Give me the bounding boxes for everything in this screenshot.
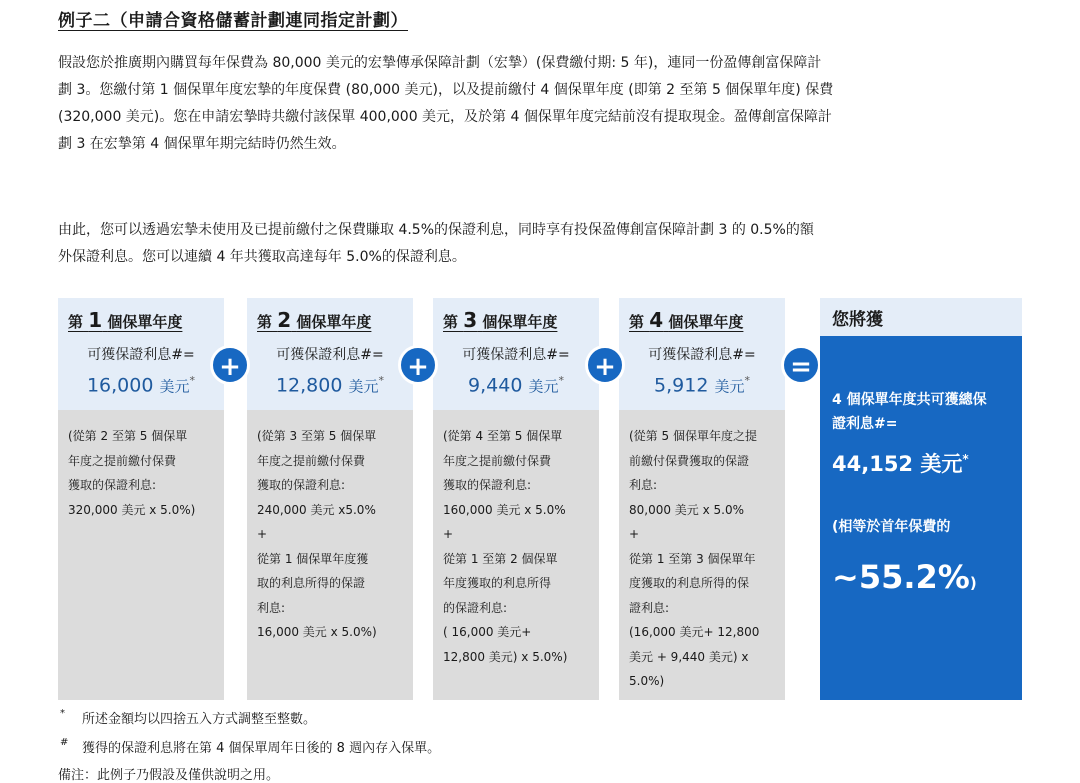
result-body <box>820 336 1022 700</box>
footnote-rounding: * 所述金額均以四捨五入方式調整至整數。 <box>60 708 317 727</box>
total-interest-amount: 44,152 美元* <box>832 452 969 476</box>
intro-paragraph <box>58 50 1033 158</box>
explanation-line: 從第 1 個保單年度獲 <box>257 551 369 566</box>
explanation-line: 證利息: <box>629 600 670 615</box>
explanation-line: 從第 1 至第 3 個保單年 <box>629 551 756 566</box>
plus-icon: + <box>398 345 438 385</box>
policy-year-column-3 <box>433 298 599 700</box>
interest-amount: 9,440 美元* <box>468 374 564 397</box>
interest-amount: 16,000 美元* <box>86 374 196 397</box>
result-header <box>820 298 1022 336</box>
column-explanation <box>247 410 413 700</box>
explanation-line: 年度獲取的利息所得 <box>443 576 552 590</box>
policy-year-column-1 <box>58 298 224 700</box>
column-header <box>247 298 413 410</box>
interest-label: 可獲保證利息#= <box>648 347 756 363</box>
column-header <box>619 298 785 410</box>
explanation-line: 240,000 美元 x5.0% <box>257 502 376 517</box>
policy-year-column-2 <box>247 298 413 700</box>
explanation-line: + <box>443 527 454 541</box>
equivalent-label: (相等於首年保費的 <box>832 519 951 535</box>
explanation-line: + <box>257 527 268 541</box>
explanation-line: + <box>629 527 640 541</box>
interest-label: 可獲保證利息#= <box>87 347 195 363</box>
explanation-line: 利息: <box>257 600 286 615</box>
column-header <box>433 298 599 410</box>
explanation-line: 度獲取的利息所得的保 <box>629 576 750 590</box>
explanation-line: 獲取的保證利息: <box>443 478 532 492</box>
column-title: 第 3 個保單年度 <box>443 308 558 332</box>
column-title: 第 2 個保單年度 <box>257 308 372 332</box>
explanation-line: 從第 1 至第 2 個保單 <box>443 551 558 566</box>
explanation-line: 16,000 美元 x 5.0%) <box>257 625 377 639</box>
interest-label: 可獲保證利息#= <box>462 347 570 363</box>
explanation-line: 獲取的保證利息: <box>68 478 157 492</box>
explanation-line: 利息: <box>629 478 658 492</box>
explanation-line: (從第 4 至第 5 個保單 <box>443 429 563 443</box>
interest-label: 可獲保證利息#= <box>276 347 384 363</box>
explanation-line: 獲取的保證利息: <box>257 478 346 492</box>
paragraph-line: 由此，您可以透過宏摯未使用及已提前繳付之保費賺取 4.5%的保證利息，同時享有投保盈傳創富保障計劃 3 的 0.5%的額 <box>58 222 814 238</box>
paragraph-line: 外保證利息。您可以連續 4 年共獲取高達每年 5.0%的保證利息。 <box>58 249 466 265</box>
explanation-line: 12,800 美元) x 5.0%) <box>443 649 568 664</box>
explanation-line: 前繳付保費獲取的保證 <box>629 453 750 468</box>
percentage-value: ~55.2%) <box>832 558 977 596</box>
page-title: 例子二（申請合資格儲蓄計劃連同指定計劃） <box>58 11 408 31</box>
explanation-line: 年度之提前繳付保費 <box>443 453 552 468</box>
explanation-line: 美元 + 9,440 美元) x <box>629 649 749 664</box>
interest-amount: 5,912 美元* <box>654 374 750 397</box>
paragraph-line: 假設您於推廣期內購買每年保費為 80,000 美元的宏摯傳承保障計劃（宏摯）(保費繳付期: 5 年)，連同一份盈傳創富保障計 <box>58 55 822 71</box>
interest-amount: 12,800 美元* <box>275 374 385 397</box>
explanation-line: 320,000 美元 x 5.0%) <box>68 502 196 517</box>
plus-icon: + <box>585 345 625 385</box>
explanation-line: 的保證利息: <box>443 600 508 615</box>
footnote-interest: # 獲得的保證利息將在第 4 個保單周年日後的 8 週內存入保單。 <box>60 737 441 756</box>
explanation-line: ( 16,000 美元+ <box>443 625 532 639</box>
explanation-line: (從第 2 至第 5 個保單 <box>68 429 188 443</box>
column-title: 第 4 個保單年度 <box>629 308 744 332</box>
paragraph-line: (320,000 美元)。您在申請宏摯時共繳付該保單 400,000 美元，及於第 4 個保單年度完結前沒有提取現金。盈傳創富保障計 <box>58 109 832 125</box>
explanation-line: (從第 5 個保單年度之提 <box>629 429 757 443</box>
interest-paragraph <box>58 217 1033 271</box>
paragraph-line: 劃 3。您繳付第 1 個保單年度宏摯的年度保費 (80,000 美元)，以及提前繳付 4 個保單年度 (即第 2 至第 5 個保單年度) 保費 <box>58 82 834 98</box>
explanation-line: 160,000 美元 x 5.0% <box>443 502 566 517</box>
total-interest-label: 4 個保單年度共可獲總保 證利息#= <box>832 392 987 432</box>
explanation-line: (16,000 美元+ 12,800 <box>629 625 760 639</box>
explanation-line: (從第 3 至第 5 個保單 <box>257 429 377 443</box>
total-interest-box <box>820 298 1022 700</box>
policy-year-column-4 <box>619 298 785 700</box>
disclaimer-note: 備注：此例子乃假設及僅供說明之用。 <box>58 768 280 783</box>
column-explanation <box>619 410 785 700</box>
column-explanation <box>58 410 224 700</box>
paragraph-line: 劃 3 在宏摯第 4 個保單年期完結時仍然生效。 <box>58 136 346 152</box>
column-header <box>58 298 224 410</box>
column-title: 第 1 個保單年度 <box>68 308 183 332</box>
explanation-line: 80,000 美元 x 5.0% <box>629 502 745 517</box>
equals-icon: = <box>781 345 821 385</box>
explanation-line: 年度之提前繳付保費 <box>257 453 366 468</box>
column-explanation <box>433 410 599 700</box>
plus-icon: + <box>210 345 250 385</box>
explanation-line: 年度之提前繳付保費 <box>68 453 177 468</box>
result-heading: 您將獲 <box>832 310 883 330</box>
explanation-line: 5.0%) <box>629 674 665 688</box>
explanation-line: 取的利息所得的保證 <box>257 576 366 590</box>
